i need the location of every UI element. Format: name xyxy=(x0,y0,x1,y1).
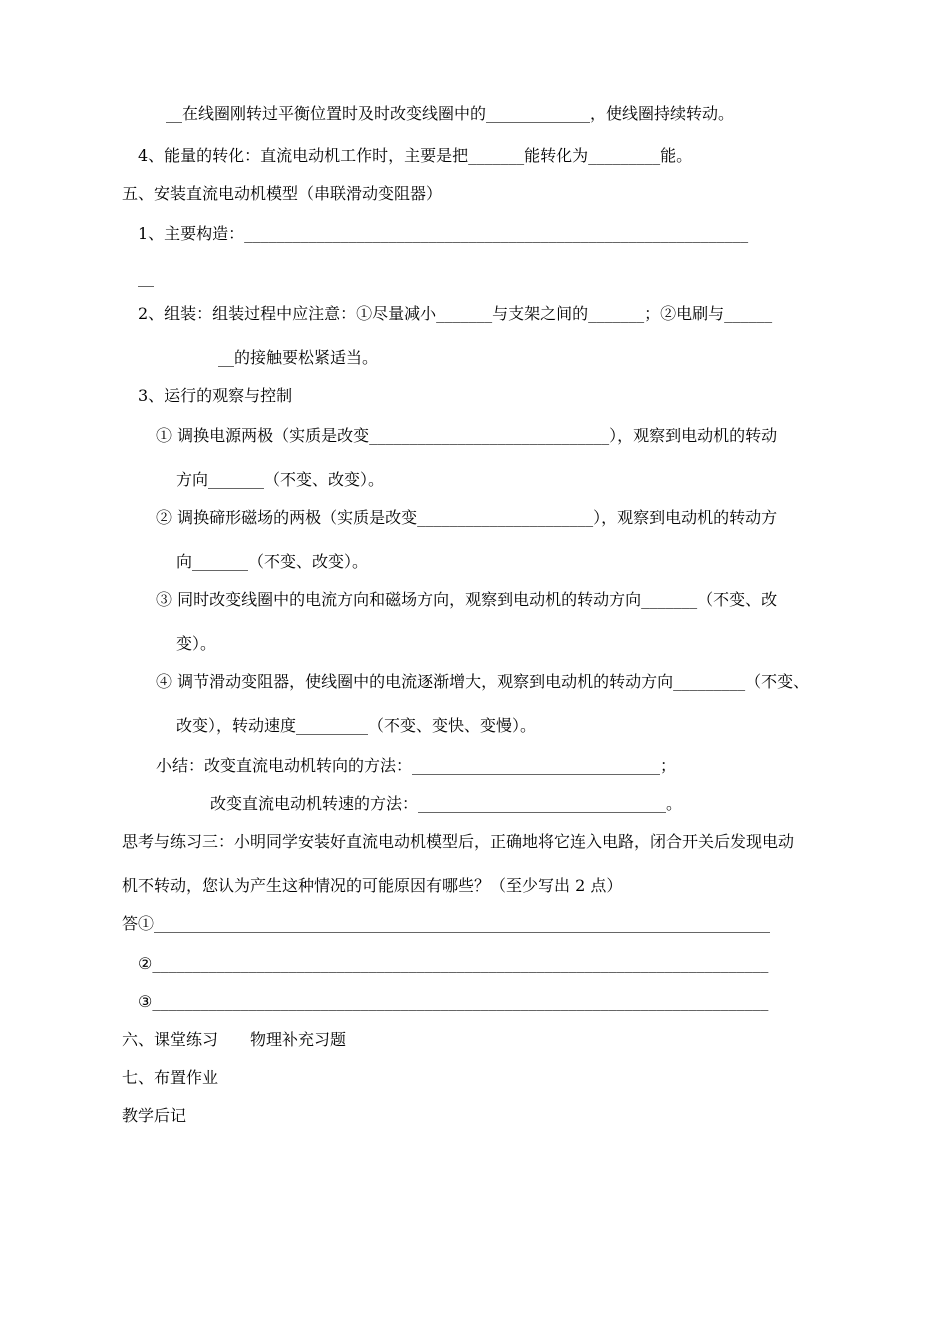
text-line: 小结：改变直流电动机转向的方法：_______________________________； xyxy=(156,756,677,775)
text-line: 改变直流电动机转速的方法：_______________________________。 xyxy=(210,794,683,813)
text-line: 机不转动，您认为产生这种情况的可能原因有哪些？（至少写出 2 点） xyxy=(122,876,623,895)
section-heading: 六、课堂练习 物理补充习题 xyxy=(122,1030,347,1049)
text-line: ③ 同时改变线圈中的电流方向和磁场方向，观察到电动机的转动方向_______（不变、改 xyxy=(156,590,778,609)
text-line: __ xyxy=(138,268,154,287)
text-line: 方向_______（不变、改变）。 xyxy=(176,470,385,489)
text-line: 变）。 xyxy=(176,634,217,653)
text-line: 向_______（不变、改变）。 xyxy=(176,552,369,571)
text-line: __在线圈刚转过平衡位置时及时改变线圈中的_____________，使线圈持续转动。 xyxy=(166,104,735,123)
text-line: ② 调换碲形磁场的两极（实质是改变______________________），观察到电动机的转动方 xyxy=(156,508,778,527)
text-line: ④ 调节滑动变阻器，使线圈中的电流逐渐增大，观察到电动机的转动方向_________（不变、 xyxy=(156,672,810,691)
text-line: 2、组装：组装过程中应注意：①尽量减小_______与支架之间的_______；②电刷与______ xyxy=(138,304,773,323)
text-line: __的接触要松紧适当。 xyxy=(218,348,379,367)
text-line: 改变），转动速度_________（不变、变快、变慢）。 xyxy=(176,716,537,735)
section-heading: 五、安装直流电动机模型（串联滑动变阻器） xyxy=(122,184,443,203)
text-line: 3、运行的观察与控制 xyxy=(138,386,293,405)
answer-line: ③_____________________________________________________________________________ xyxy=(138,992,769,1011)
text-line: ① 调换电源两极（实质是改变______________________________），观察到电动机的转动 xyxy=(156,426,778,445)
text-line: 思考与练习三：小明同学安装好直流电动机模型后，正确地将它连入电路，闭合开关后发现电动 xyxy=(122,832,795,851)
answer-line: 答①_____________________________________________________________________________ xyxy=(122,914,771,933)
text-line: 1、主要构造：_______________________________________________________________ xyxy=(138,224,749,243)
section-heading: 教学后记 xyxy=(122,1106,187,1125)
section-heading: 七、布置作业 xyxy=(122,1068,219,1087)
answer-line: ②_____________________________________________________________________________ xyxy=(138,954,769,973)
text-line: 4、能量的转化：直流电动机工作时，主要是把_______能转化为_________能。 xyxy=(138,146,693,165)
